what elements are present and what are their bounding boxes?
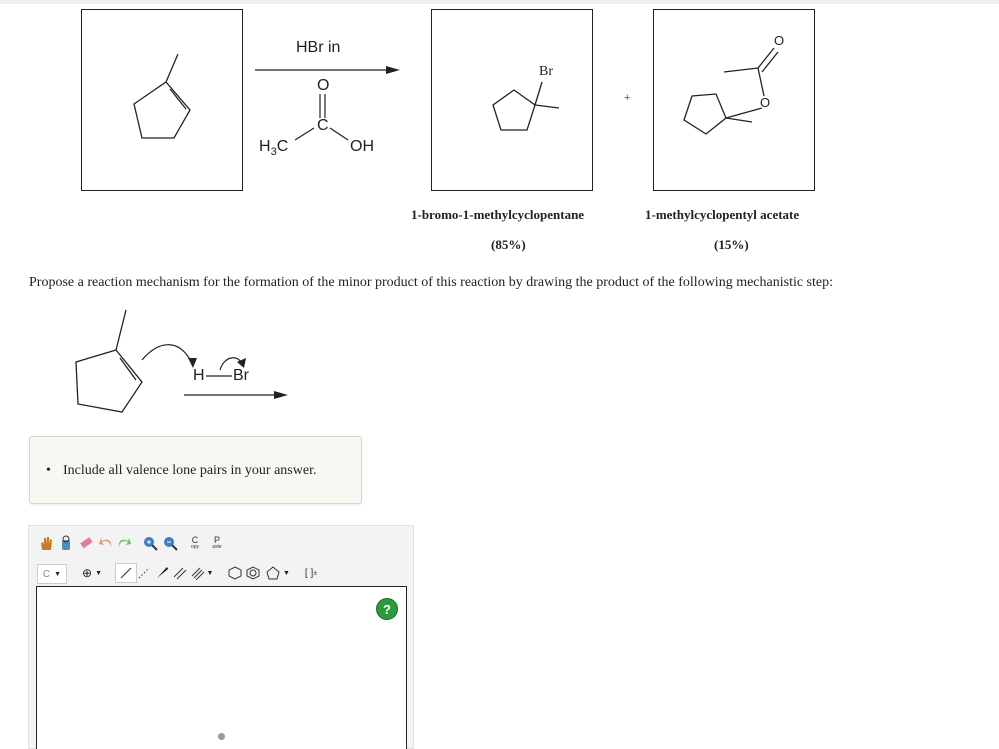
reagent-methyl: $H_3C$ — [259, 138, 289, 159]
product1-box — [431, 9, 593, 191]
bromomethylcyclopentane-structure — [432, 10, 592, 190]
methylcyclopentyl-acetate-structure — [654, 10, 814, 190]
wedge-bond-tool[interactable] — [153, 564, 171, 582]
plus-sign: + — [624, 92, 631, 104]
help-icon: ? — [383, 601, 391, 617]
product2-box — [653, 9, 815, 191]
hint-box — [29, 436, 362, 504]
product1-bromine: Br — [539, 64, 553, 79]
zoom-out-icon[interactable] — [161, 534, 179, 552]
product1-yield: (85%) — [491, 237, 526, 252]
element-selector[interactable]: C ▼ — [37, 564, 67, 584]
mechanism-hydrogen: H — [193, 367, 205, 384]
drawing-canvas[interactable] — [36, 586, 407, 749]
lasso-select-icon[interactable] — [57, 534, 75, 552]
single-bond-tool[interactable] — [115, 563, 137, 583]
paste-button[interactable]: P aste — [212, 535, 222, 550]
redo-icon[interactable] — [115, 534, 133, 552]
product2-ester-o: O — [760, 95, 771, 110]
top-bar — [0, 0, 999, 4]
hashed-bond-tool[interactable] — [135, 564, 153, 582]
chevron-down-icon: ▼ — [54, 570, 62, 578]
reagent-carbon: C — [317, 117, 329, 134]
product2-carbonyl-o: O — [774, 33, 785, 48]
product2-yield: (15%) — [714, 237, 749, 252]
cyclopentane-template[interactable] — [263, 564, 293, 582]
eraser-icon[interactable] — [77, 534, 95, 552]
benzene-template[interactable] — [245, 564, 261, 582]
product2-name: 1-methylcyclopentyl acetate — [645, 207, 800, 222]
reactant-box — [81, 9, 243, 191]
zoom-in-icon[interactable] — [141, 534, 159, 552]
chevron-down-icon: ▼ — [283, 569, 290, 577]
resize-handle[interactable] — [218, 733, 225, 740]
methylcyclopentene-structure — [82, 10, 242, 190]
product1-name: 1-bromo-1-methylcyclopentane — [411, 207, 585, 222]
double-bond-tool[interactable] — [171, 564, 189, 582]
bracket-charge-tool[interactable]: [ ] ± — [304, 567, 318, 579]
reagent-hydroxyl: OH — [350, 138, 374, 155]
hint-text: • Include all valence lone pairs in your answer. — [63, 463, 316, 479]
charge-icon: ⊕ — [82, 565, 93, 580]
chevron-down-icon: ▼ — [95, 569, 102, 577]
cyclohexane-template[interactable] — [227, 564, 243, 582]
mechanism-bromine: Br — [233, 367, 249, 384]
chevron-down-icon: ▼ — [206, 569, 214, 577]
help-button[interactable] — [376, 598, 398, 620]
question-prompt: Propose a reaction mechanism for the formation of the minor product of this reaction by drawing the product of the following mechanistic step: — [29, 275, 834, 290]
reagent-carbonyl-o: O — [317, 77, 330, 94]
undo-icon[interactable] — [97, 534, 115, 552]
copy-button[interactable]: C opy — [190, 535, 200, 550]
reagent-label: HBr in — [296, 39, 341, 56]
mechanism-step-diagram — [60, 300, 310, 420]
triple-bond-tool[interactable] — [189, 564, 215, 582]
charge-selector[interactable] — [77, 564, 107, 582]
hand-tool-icon[interactable] — [37, 534, 55, 552]
